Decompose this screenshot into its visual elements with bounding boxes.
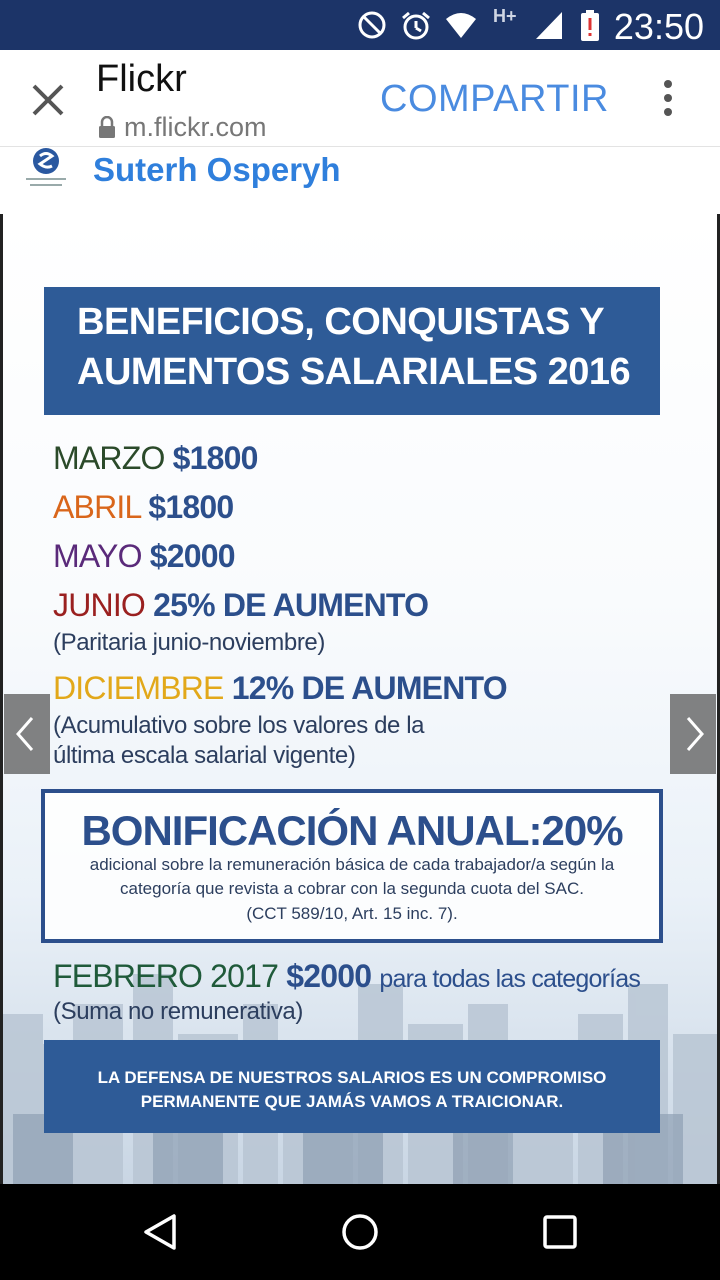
flyer-footer — [44, 1040, 660, 1133]
bonus-text-2: categoría que revista a cobrar con la segunda cuota del SAC. — [119, 879, 584, 898]
bonus-title: BONIFICACIÓN ANUAL:20% — [81, 807, 623, 854]
photo-view[interactable] — [3, 214, 717, 1184]
wifi-icon — [444, 10, 478, 40]
owner-name-link[interactable]: Suterh Osperyh — [93, 151, 341, 188]
flyer-header — [44, 287, 660, 415]
month-label: MAYO — [53, 538, 142, 574]
recents-icon[interactable] — [542, 1214, 578, 1250]
photo-owner-bar — [0, 147, 720, 214]
benefit-row-febrero — [53, 958, 640, 995]
footer-line-2: PERMANENTE QUE JAMÁS VAMOS A TRAICIONAR. — [140, 1092, 564, 1111]
february-suffix: para todas las categorías — [379, 965, 641, 993]
benefit-row-diciembre — [53, 670, 507, 707]
header-line-1: BENEFICIOS, CONQUISTAS Y — [77, 301, 605, 343]
chevron-left-icon — [4, 694, 50, 774]
url-label: m.flickr.com — [124, 112, 267, 142]
previous-photo-button[interactable] — [4, 694, 50, 774]
do-not-disturb-icon — [357, 10, 387, 40]
next-photo-button[interactable] — [670, 694, 716, 774]
back-icon[interactable] — [140, 1212, 180, 1252]
junio-note: (Paritaria junio-noviembre) — [53, 629, 325, 656]
benefit-row-junio — [53, 587, 428, 624]
home-icon[interactable] — [340, 1212, 380, 1252]
month-label: DICIEMBRE — [53, 670, 224, 706]
close-icon[interactable] — [28, 80, 68, 120]
diciembre-note-1: (Acumulativo sobre los valores de la — [53, 712, 425, 739]
bonus-box — [41, 789, 663, 943]
diciembre-note-2: última escala salarial vigente) — [53, 742, 356, 769]
amount-label: $2000 — [149, 538, 235, 574]
bonus-text-3: (CCT 589/10, Art. 15 inc. 7). — [246, 904, 458, 923]
amount-label: 12% DE AUMENTO — [231, 670, 507, 706]
network-type-label: H+ — [493, 6, 517, 26]
benefit-row-marzo — [53, 440, 258, 477]
header-line-2: AUMENTOS SALARIALES 2016 — [77, 351, 631, 393]
status-bar — [0, 0, 720, 50]
benefit-row-mayo — [53, 538, 235, 575]
amount-label: $1800 — [172, 440, 258, 476]
month-label: MARZO — [53, 440, 165, 476]
battery-alert-icon — [580, 10, 600, 42]
overflow-menu-icon[interactable] — [656, 80, 680, 120]
alarm-icon — [400, 10, 432, 42]
browser-toolbar — [0, 50, 720, 147]
lock-icon — [98, 116, 116, 138]
footer-line-1: LA DEFENSA DE NUESTROS SALARIOS ES UN COMPROMISO — [97, 1068, 607, 1087]
chevron-right-icon — [670, 694, 716, 774]
share-button[interactable]: COMPARTIR — [380, 78, 609, 120]
month-label: JUNIO — [53, 587, 146, 623]
page-title: Flickr — [96, 58, 187, 100]
amount-label: 25% DE AUMENTO — [153, 587, 429, 623]
avatar[interactable] — [22, 147, 70, 195]
february-note: (Suma no remunerativa) — [53, 998, 303, 1025]
clock: 23:50 — [613, 6, 704, 47]
month-label: FEBRERO 2017 — [53, 958, 279, 994]
system-navigation-bar — [0, 1184, 720, 1280]
bonus-text-1: adicional sobre la remuneración básica de cada trabajador/a según la — [89, 855, 615, 874]
benefit-row-abril — [53, 489, 233, 526]
amount-label: $2000 — [286, 958, 372, 994]
signal-icon — [534, 10, 564, 40]
amount-label: $1800 — [148, 489, 234, 525]
month-label: ABRIL — [53, 489, 141, 525]
